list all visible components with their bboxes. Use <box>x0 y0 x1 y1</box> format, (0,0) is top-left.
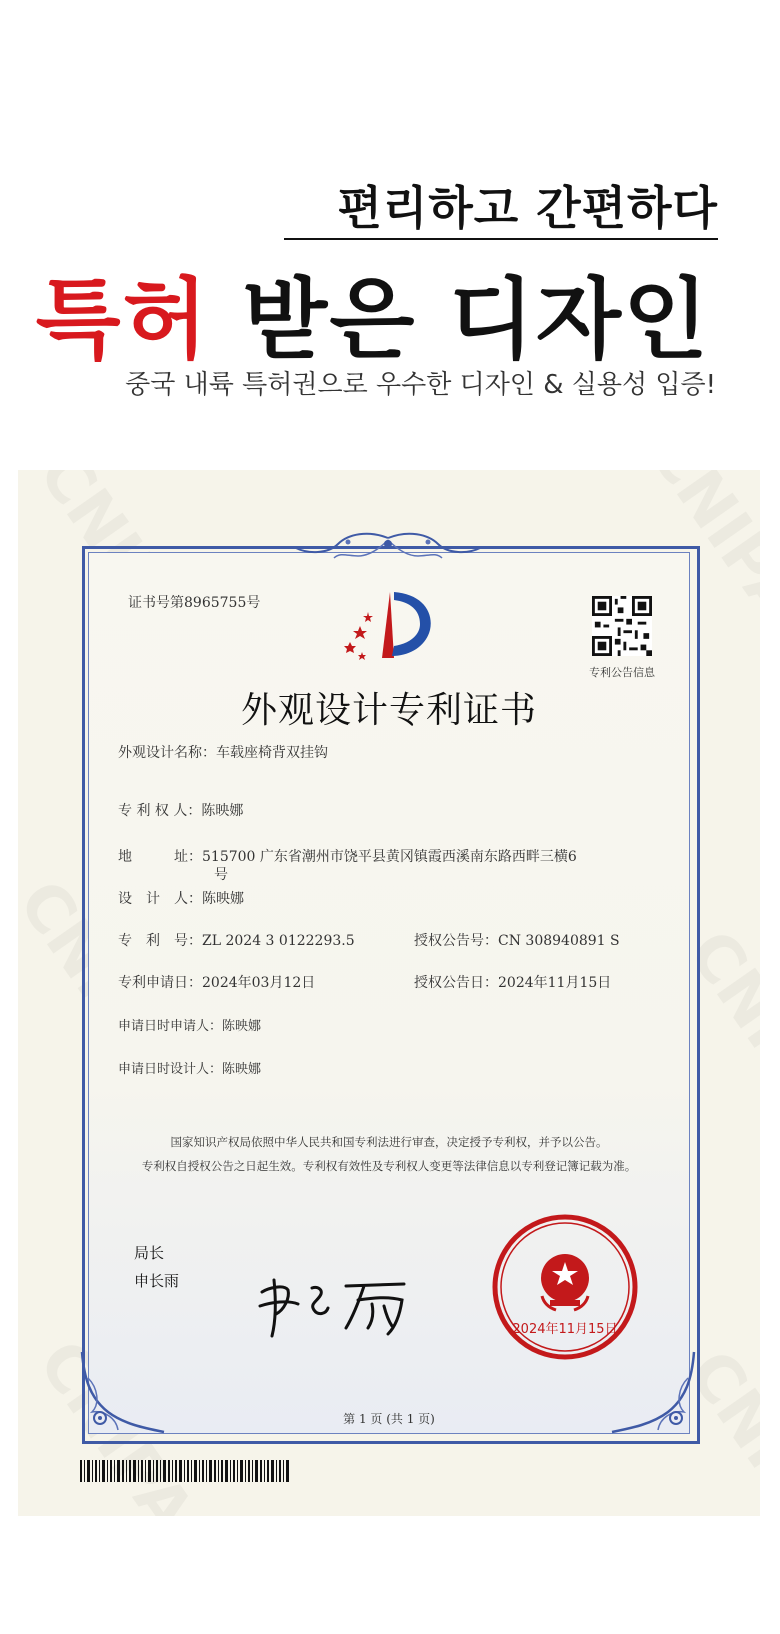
patent-certificate-image <box>18 470 760 1516</box>
designer-at-filing-row <box>118 1058 261 1077</box>
field-value: ZL 2024 3 0122293.5 <box>202 933 355 949</box>
field-value: 2024年03月12日 <box>202 975 316 991</box>
field-label: 专利申请日： <box>118 975 202 991</box>
qr-code-icon <box>592 596 652 656</box>
patent-number-row <box>118 930 355 950</box>
applicant-at-filing-row <box>118 1015 261 1034</box>
field-label: 申请日时申请人： <box>118 1019 223 1034</box>
field-label: 设 计 人： <box>118 891 202 907</box>
notice-line: 国家知识产权局依照中华人民共和国专利法进行审查，决定授予专利权，并予以公告。 <box>170 1135 608 1149</box>
address-row <box>118 846 577 866</box>
patentee-row <box>118 800 243 820</box>
barcode-icon <box>80 1460 290 1482</box>
field-value: 陈映娜 <box>201 803 244 819</box>
field-label: 专 利 号： <box>118 933 202 949</box>
cnipa-logo-icon <box>330 586 450 676</box>
ornament-top-icon <box>288 530 488 566</box>
field-value: 陈映娜 <box>222 1019 262 1034</box>
headline-highlight: 특허 <box>35 268 210 371</box>
grant-publication-number-row <box>414 930 620 950</box>
hero-banner <box>0 0 780 440</box>
field-value: 515700 广东省潮州市饶平县黄冈镇霞西溪南东路西畔三横6 <box>202 849 577 865</box>
signature-icon <box>254 1270 414 1340</box>
notice-line: 专利权自授权公告之日起生效。专利权有效性及专利权人变更等法律信息以专利登记簿记载为准。 <box>141 1159 637 1173</box>
field-label: 地 址： <box>118 849 202 865</box>
qr-code-label: 专利公告信息 <box>589 666 655 679</box>
page-number: 第 1 页 (共 1 页) <box>343 1412 435 1426</box>
certificate-title: 外观设计专利证书 <box>240 690 537 731</box>
filing-date-row <box>118 972 315 992</box>
field-label: 外观设计名称： <box>118 745 216 761</box>
field-label: 申请日时设计人： <box>118 1062 223 1077</box>
certificate-number: 证书号第8965755号 <box>128 595 261 611</box>
headline-rest: 받은 디자인 <box>209 268 710 371</box>
hero-headline <box>36 250 710 376</box>
official-seal-icon <box>490 1212 640 1362</box>
field-value: 2024年11月15日 <box>498 975 612 991</box>
field-label: 授权公告号： <box>414 933 498 949</box>
field-value: 车载座椅背双挂钩 <box>216 745 328 761</box>
field-value: CN 308940891 S <box>498 933 620 949</box>
hero-subheading: 편리하고 간편하다 <box>337 181 718 235</box>
grant-date-row <box>414 972 611 992</box>
subheading-underline <box>284 238 718 240</box>
field-value: 陈映娜 <box>222 1062 262 1077</box>
design-name-row <box>118 742 328 762</box>
designer-row <box>118 888 244 908</box>
hero-tagline: 중국 내륙 특허권으로 우수한 디자인 & 실용성 입증! <box>125 370 716 400</box>
signer-title: 局长 <box>134 1244 165 1262</box>
field-label: 专 利 权 人： <box>118 803 202 819</box>
field-label: 授权公告日： <box>414 975 498 991</box>
address-continued: 号 <box>214 867 228 883</box>
signer-name: 申长雨 <box>134 1272 180 1290</box>
seal-date: 2024年11月15日 <box>512 1322 618 1337</box>
field-value: 陈映娜 <box>202 891 244 907</box>
